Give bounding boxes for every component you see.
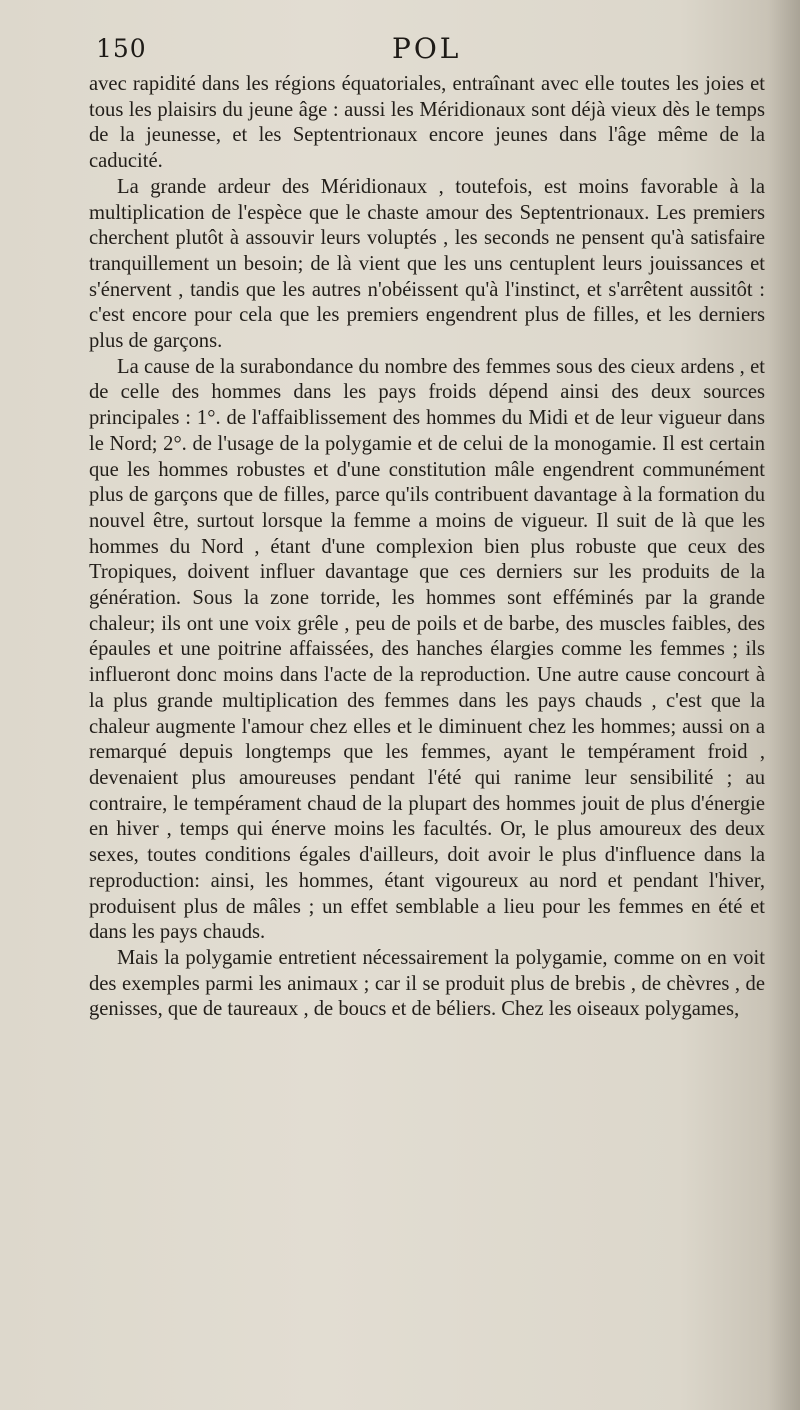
paragraph-continuation: avec rapidité dans les régions équatoriales, entraînant avec elle toutes les joies et tous les plaisirs du jeune âge : aussi les Méridionaux sont déjà vieux dès le temps de la jeunesse, et les Septentrionaux encore jeunes dans l'âge même de la caducité.: [89, 73, 765, 173]
page-number: 150: [96, 34, 147, 63]
paragraph: Mais la polygamie entretient nécessairement la polygamie, comme on en voit des exemples parmi les animaux ; car il se produit plus de brebis , de chèvres , de genisses, que de taureaux , de boucs et de béliers. Chez les oiseaux polygames,: [89, 946, 765, 1021]
paragraph: La grande ardeur des Méridionaux , toutefois, est moins favorable à la multiplication de l'espèce que le chaste amour des Septentrionaux. Les premiers cherchent plutôt à assouvir leurs voluptés , les seconds ne pensent qu'à satisfaire tranquillement un besoin; de là vient que les uns centuplent leurs jouissances et s'énervent , tandis que les autres n'obéissent qu'à l'instinct, et s'arrêtent aussitôt : c'est encore pour cela que les premiers engendrent plus de filles, et les derniers plus de garçons.: [89, 175, 765, 353]
page-header: [92, 30, 764, 66]
paragraph: La cause de la surabondance du nombre des femmes sous des cieux ardens , et de celle des hommes dans les pays froids dépend ainsi des deux sources principales : 1°. de l'affaiblissement des hommes du Midi et de leur vigueur dans le Nord; 2°. de l'usage de la polygamie et de celui de la monogamie. Il est certain que les hommes robustes et d'une constitution mâle engendrent communément plus de garçons que de filles, parce qu'ils contribuent davantage à la formation du nouvel être, surtout lorsque la femme a moins de vigueur. Il suit de là que les hommes du Nord , étant d'une complexion bien plus robuste que ceux des Tropiques, doivent influer davantage que ces derniers sur les produits de la génération. Sous la zone torride, les hommes sont efféminés par la grande chaleur; ils ont une voix grêle , peu de poils et de barbe, des muscles faibles, des épaules et une poitrine affaissées, des hanches élargies comme les femmes ; ils influeront donc moins dans l'acte de la reproduction. Une autre cause concourt à la plus grande multiplication des femmes dans les pays chauds , c'est que la chaleur augmente l'amour chez elles et le diminuent chez les hommes; aussi on a remarqué depuis longtemps que les femmes, ayant le tempérament froid , devenaient plus amoureuses pendant l'été qui ranime leur sensibilité ; au contraire, le tempérament chaud de la plupart des hommes jouit de plus d'énergie en hiver , temps qui énerve moins les facultés. Or, le plus amoureux des deux sexes, toutes conditions égales d'ailleurs, doit avoir le plus d'influence dans la reproduction: ainsi, les hommes, étant vigoureux au nord et pendant l'hiver, produisent plus de mâles ; un effet semblable a lieu pour les femmes en été et dans les pays chauds.: [89, 355, 765, 944]
running-head: POL: [392, 32, 462, 65]
body-text: [89, 72, 765, 1023]
